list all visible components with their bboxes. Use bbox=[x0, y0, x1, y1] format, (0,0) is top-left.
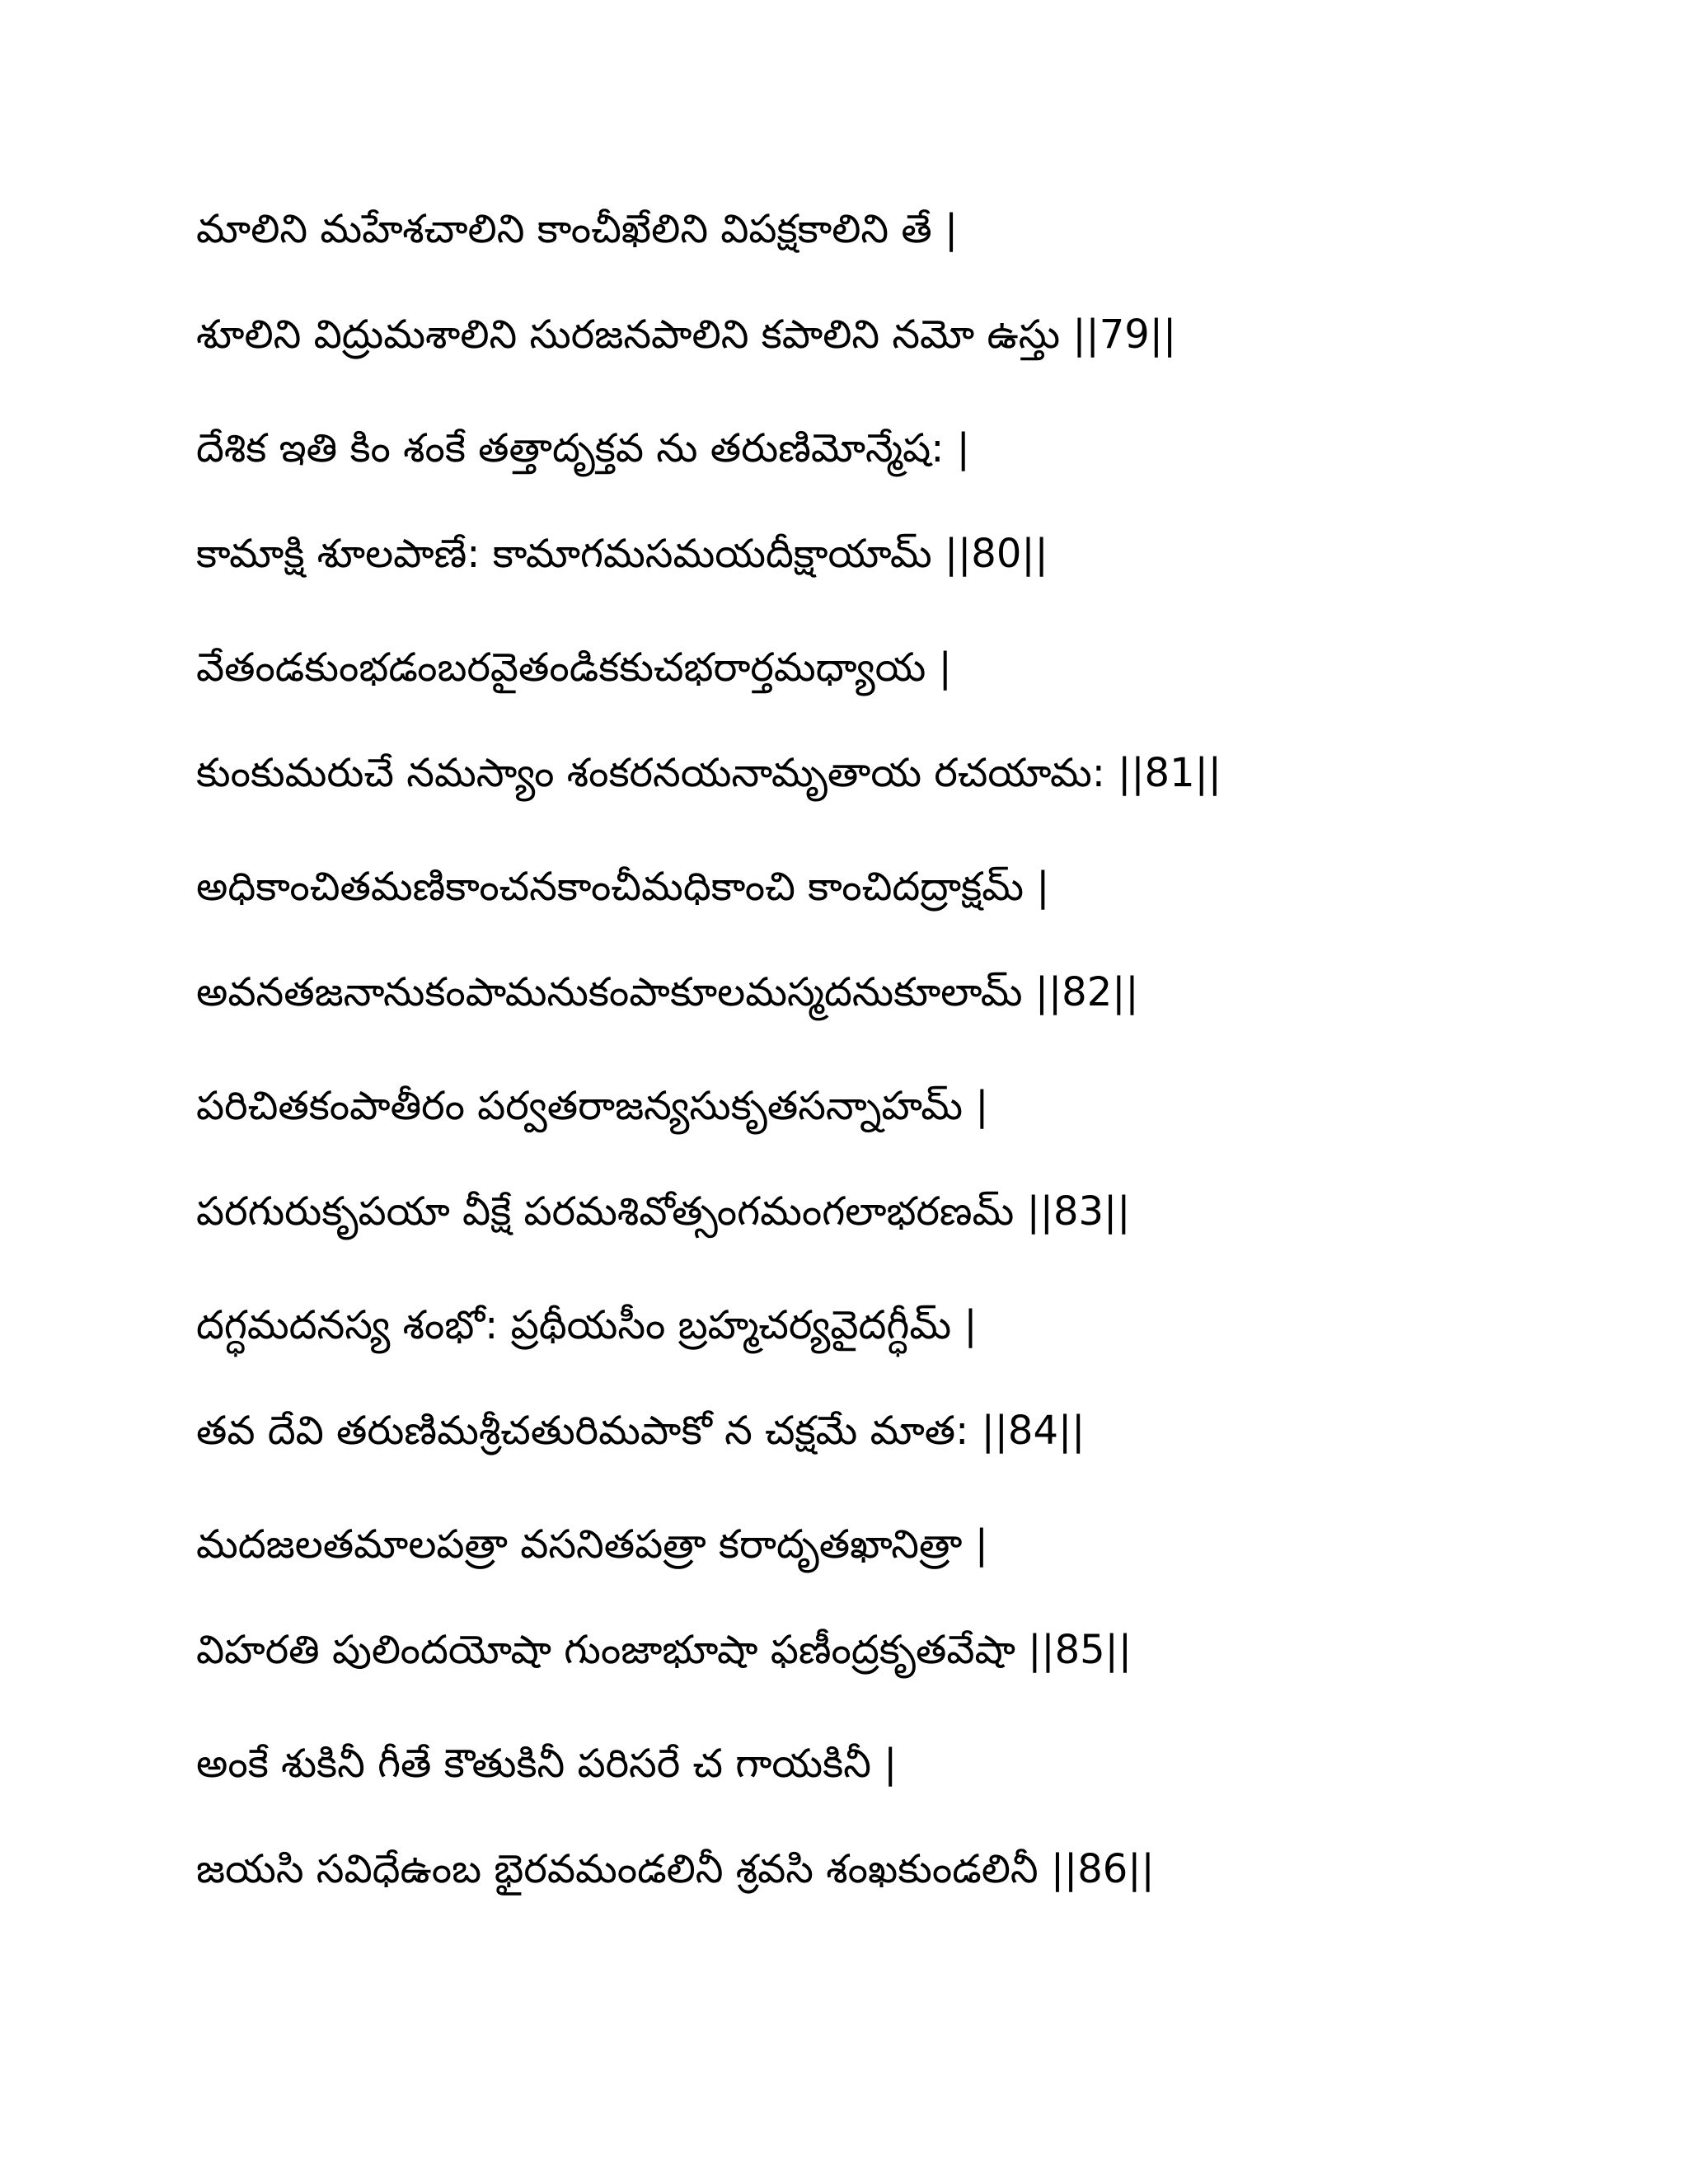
verse-83-line-2: పరగురుకృపయా వీక్షే పరమశివోత్సంగమంగలాభరణమ్ ||83|| bbox=[196, 1188, 1131, 1235]
verse-82-line-2: అవనతజనానుకంపామనుకంపాకూలమస్మదనుకూలామ్ ||82|| bbox=[196, 969, 1139, 1015]
verse-79-line-1: మాలిని మహేశచాలిని కాంచీఖేలిని విపక్షకాలిని తే | bbox=[196, 206, 959, 252]
verse-84-line-2: తవ దేవి తరుణిమశ్రీచతురిమపాకో న చక్షమే మాత: ||84|| bbox=[196, 1408, 1085, 1454]
verse-80-line-2: కామాక్షి శూలపాణే: కామాగమసమయదీక్షాయామ్ ||80|| bbox=[196, 531, 1048, 577]
verse-85-line-1: మదజలతమాలపత్రా వసనితపత్రా కరాదృతఖానిత్రా | bbox=[196, 1521, 988, 1568]
verse-83-line-1: పరిచితకంపాతీరం పర్వతరాజన్యసుకృతసన్నాహమ్ | bbox=[196, 1083, 989, 1129]
verse-82-line-1: అధికాంచితమణికాంచనకాంచీమధికాంచి కాంచిదద్రాక్షమ్ | bbox=[196, 864, 1050, 910]
verse-85-line-2: విహరతి పులిందయోషా గుంజాభూషా ఫణీంద్రకృతవేషా ||85|| bbox=[196, 1627, 1132, 1673]
verse-86-line-2: జయసి సవిధేఉంబ భైరవమండలినీ శ్రవసి శంఖకుండలినీ ||86|| bbox=[196, 1846, 1155, 1892]
verse-80-line-1: దేశిక ఇతి కిం శంకే తత్తాదృక్తవ ను తరుణిమోన్మేష: | bbox=[196, 425, 970, 471]
verse-84-line-1: దగ్ధమదనస్య శంభో: ప్రథీయసీం బ్రహ్మచర్యవైదగ్ధీమ్ | bbox=[196, 1302, 978, 1348]
verse-79-line-2: శూలిని విద్రుమశాలిని సురజనపాలిని కపాలిని నమో ఉస్తు ||79|| bbox=[196, 312, 1177, 358]
verse-86-line-1: అంకే శుకినీ గీతే కౌతుకినీ పరిసరే చ గాయకినీ | bbox=[196, 1741, 898, 1787]
verse-81-line-1: వేతండకుంభడంబరవైతండికకుచభరార్తమధ్యాయ | bbox=[196, 644, 952, 691]
verse-81-line-2: కుంకుమరుచే నమస్యాం శంకరనయనామృతాయ రచయామ: ||81|| bbox=[196, 750, 1221, 796]
